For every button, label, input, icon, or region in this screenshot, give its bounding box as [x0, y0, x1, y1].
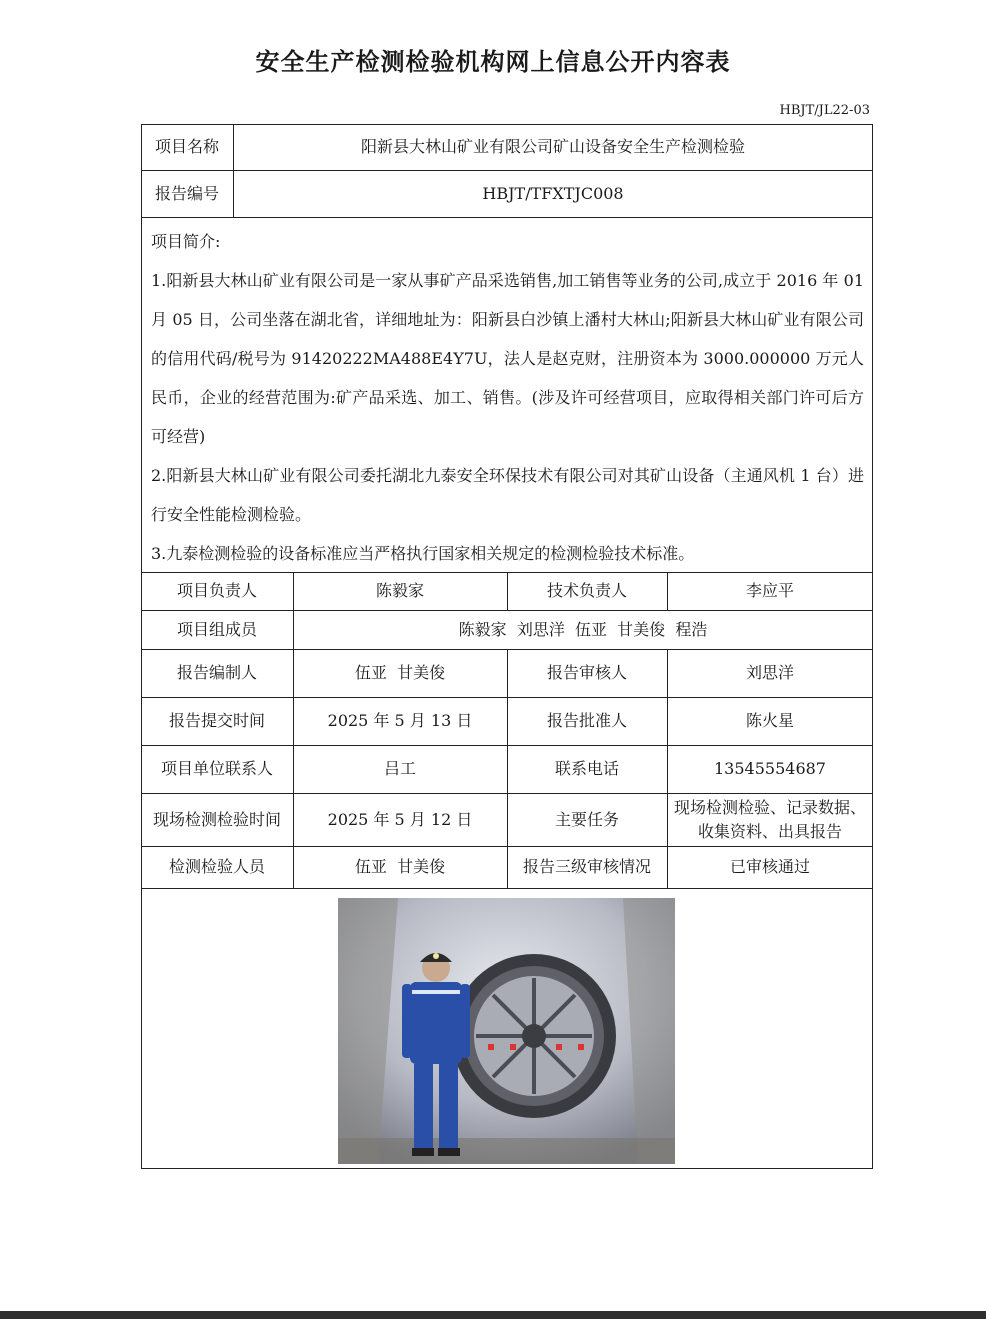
phone-label: 联系电话: [554, 759, 619, 778]
onsite-time-value: 2025 年 5 月 12 日: [327, 809, 473, 829]
project-name-value: 阳新县大林山矿业有限公司矿山设备安全生产检测检验: [360, 137, 745, 156]
main-task-value: 现场检测检验、记录数据、收集资料、出具报告: [673, 797, 866, 841]
report-number-value: HBJT/TFXTJC008: [482, 183, 624, 203]
site-photo-icon: [338, 898, 675, 1164]
report-number-label: 报告编号: [154, 183, 219, 203]
rule: [141, 217, 873, 218]
phone-value: 13545554687: [714, 759, 826, 778]
audit-status-label: 报告三级审核情况: [522, 857, 651, 876]
members-label: 项目组成员: [176, 619, 257, 639]
author-value: 伍亚 甘美俊: [354, 663, 446, 682]
leader-label: 项目负责人: [176, 581, 257, 600]
submit-time-value: 2025 年 5 月 13 日: [327, 711, 473, 730]
document-code: HBJT/JL22-03: [779, 103, 870, 118]
reviewer-value: 刘思洋: [745, 663, 794, 682]
project-intro: [151, 222, 864, 573]
intro-paragraph-1: 1.阳新县大林山矿业有限公司是一家从事矿产品采选销售,加工销售等业务的公司,成立于 2016 年 01 月 05 日，公司坐落在湖北省，详细地址为：阳新县白沙镇上潘村大林山;阳新县大林山矿业有限公司的信用代码/税号为 91420222MA488E4Y7U，法人是赵克财，注册资本为 3000.000000 万元人民币，企业的经营范围为:矿产品采选、加工、销售。(涉及许可经营项目，应取得相关部门许可后方可经营): [151, 271, 864, 446]
intro-heading: 项目简介:: [151, 232, 221, 251]
tech-lead-value: 李应平: [745, 581, 794, 600]
leader-value: 陈毅家: [375, 581, 424, 600]
onsite-time-label: 现场检测检验时间: [153, 809, 282, 829]
contact-label: 项目单位联系人: [160, 759, 273, 778]
page-footer-bar: [0, 1311, 986, 1319]
project-name-label: 项目名称: [154, 137, 219, 156]
members-value: 陈毅家 刘思洋 伍亚 甘美俊 程浩: [458, 619, 708, 639]
audit-status-value: 已审核通过: [729, 857, 810, 876]
author-label: 报告编制人: [176, 663, 257, 682]
page-title: 安全生产检测检验机构网上信息公开内容表: [255, 48, 731, 76]
intro-paragraph-3: 3.九泰检测检验的设备标准应当严格执行国家相关规定的检测检验技术标准。: [151, 544, 695, 563]
approver-value: 陈火星: [745, 711, 794, 730]
contact-value: 吕工: [383, 759, 416, 778]
site-photo: [338, 898, 675, 1164]
inspectors-value: 伍亚 甘美俊: [354, 857, 446, 876]
main-task-label: 主要任务: [554, 809, 619, 829]
inspectors-label: 检测检验人员: [168, 857, 265, 876]
intro-paragraph-2: 2.阳新县大林山矿业有限公司委托湖北九泰安全环保技术有限公司对其矿山设备（主通风机 1 台）进行安全性能检测检验。: [151, 466, 864, 524]
rule: [141, 888, 873, 889]
reviewer-label: 报告审核人: [546, 663, 627, 682]
approver-label: 报告批准人: [546, 711, 627, 730]
submit-time-label: 报告提交时间: [168, 711, 265, 730]
tech-lead-label: 技术负责人: [546, 581, 627, 600]
